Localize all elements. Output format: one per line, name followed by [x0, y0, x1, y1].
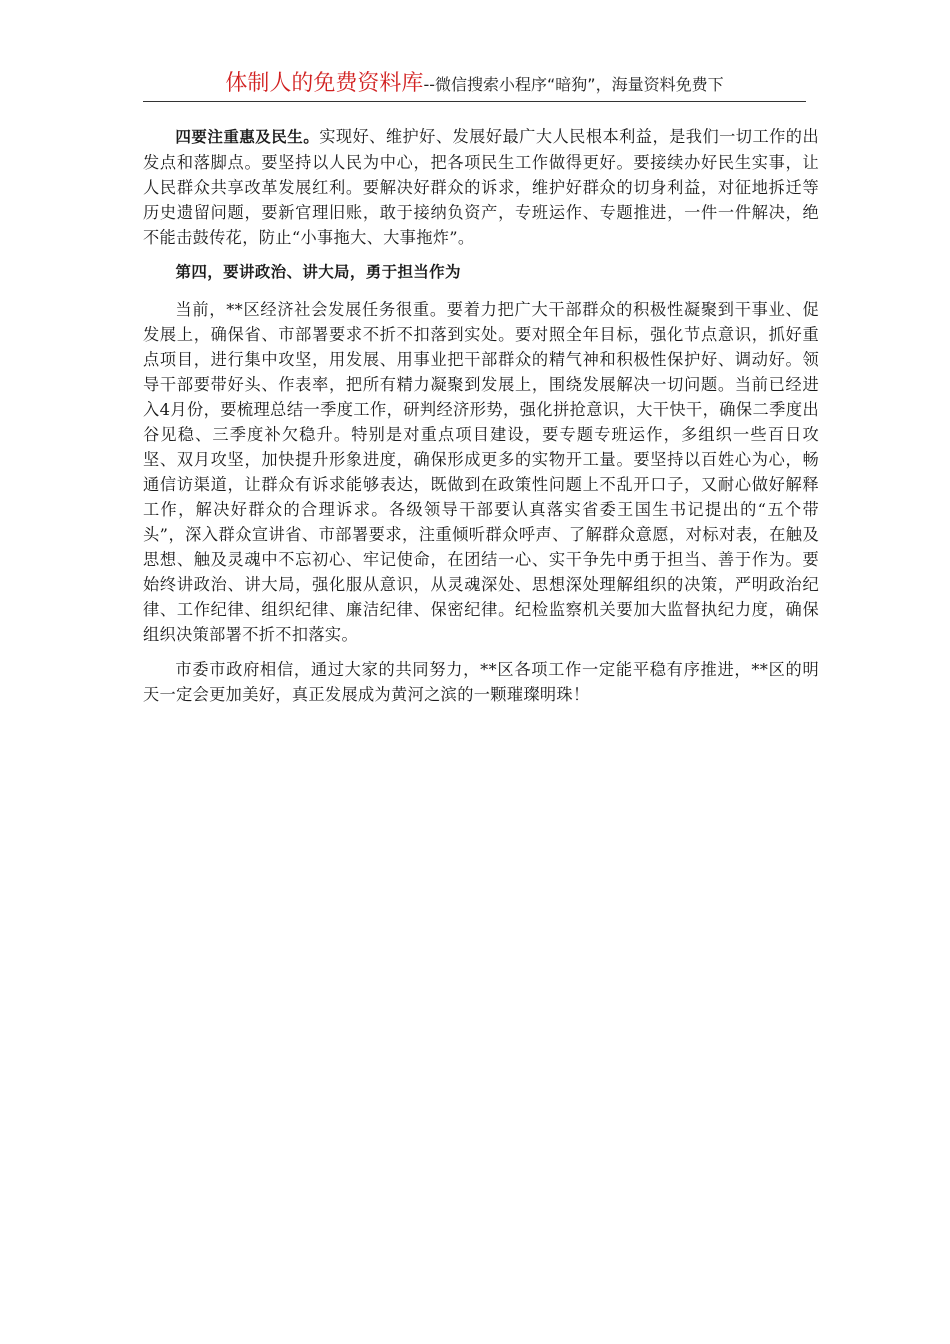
header-brand: 体制人的免费资料库 — [225, 71, 424, 96]
header-tagline: --微信搜索小程序“暗狗”，海量资料免费下 — [423, 75, 724, 94]
paragraph-closing: 市委市政府相信，通过大家的共同努力，**区各项工作一定能平稳有序推进，**区的明天一定会更加美好，真正发展成为黄河之滨的一颗璀璨明珠！ — [143, 660, 819, 704]
paragraph-lead: 四要注重惠及民生。 — [175, 128, 320, 146]
section-heading: 第四，要讲政治、讲大局，勇于担当作为 — [175, 263, 461, 281]
paragraph-livelihood — [143, 124, 819, 250]
page-header — [143, 68, 806, 102]
paragraph-text: 实现好、维护好、发展好最广大人民根本利益，是我们一切工作的出发点和落脚点。要坚持以人民为中心，把各项民生工作做得更好。要接续办好民生实事，让人民群众共享改革发展红利。要解决好群众的诉求，维护好群众的切身利益，对征地拆迁等历史遗留问题，要新官理旧账，敢于接纳负资产，专班运作、专题推进，一件一件解决，绝不能击鼓传花，防止“小事拖大、大事拖炸”。 — [143, 127, 819, 247]
document-body — [143, 124, 819, 717]
paragraph-politics: 当前，**区经济社会发展任务很重。要着力把广大干部群众的积极性凝聚到干事业、促发展上，确保省、市部署要求不折不扣落到实处。要对照全年目标，强化节点意识，抓好重点项目，进行集中攻坚，用发展、用事业把干部群众的精气神和积极性保护好、调动好。领导干部要带好头、作表率，把所有精力凝聚到发展上，围绕发展解决一切问题。当前已经进入4月份，要梳理总结一季度工作，研判经济形势，强化拼抢意识，大干快干，确保二季度出谷见稳、三季度补欠稳升。特别是对重点项目建设，要专题专班运作，多组织一些百日攻坚、双月攻坚，加快提升形象进度，确保形成更多的实物开工量。要坚持以百姓心为心，畅通信访渠道，让群众有诉求能够表达，既做到在政策性问题上不乱开口子，又耐心做好解释工作，解决好群众的合理诉求。各级领导干部要认真落实省委王国生书记提出的“五个带头”，深入群众宣讲省、市部署要求，注重倾听群众呼声、了解群众意愿，对标对表，在触及思想、触及灵魂中不忘初心、牢记使命，在团结一心、实干争先中勇于担当、善于作为。要始终讲政治、讲大局，强化服从意识，从灵魂深处、思想深处理解组织的决策，严明政治纪律、工作纪律、组织纪律、廉洁纪律、保密纪律。纪检监察机关要加大监督执纪力度，确保组织决策部署不折不扣落实。 — [143, 300, 819, 644]
